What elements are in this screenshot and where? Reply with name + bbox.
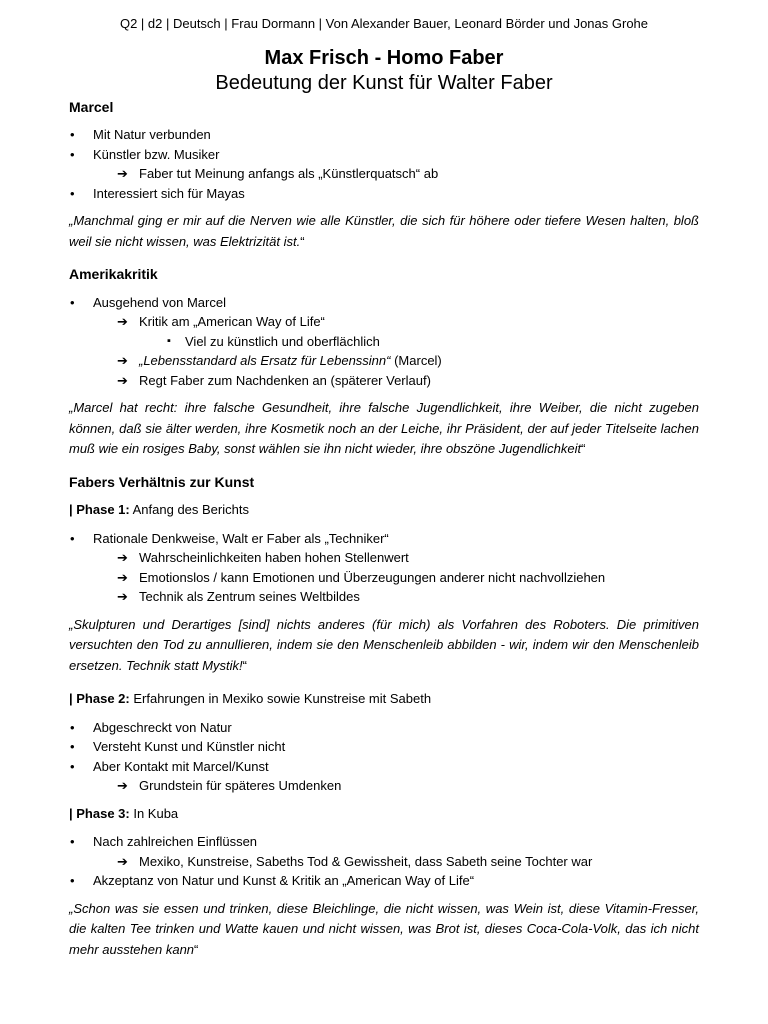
phase-label: | Phase 3:	[69, 805, 130, 821]
section-heading-amerikakritik: Amerikakritik	[69, 266, 158, 282]
quote-phase-3	[69, 899, 699, 961]
arrow-list-item	[69, 351, 699, 371]
phase-text: Anfang des Berichts	[129, 502, 249, 517]
marcel-list	[69, 125, 699, 203]
phase-label: | Phase 2:	[69, 691, 130, 706]
arrow-list-item: ➔ Mexiko, Kunstreise, Sabeths Tod & Gewissheit, dass Sabeth seine Tochter war	[69, 852, 699, 872]
quote-end: “	[300, 233, 305, 249]
quote-text: „Skulpturen und Derartiges [sind] nichts anderes (für mich) als Vorfahren des Roboters. Die primitiven versuchten den Tod zu annullieren, indem sie den Menschenleib abbilden - wir, indem wir den Menschenleib ersetzen. Technik statt Mystik!	[69, 616, 699, 673]
list-item: • Versteht Kunst und Künstler nicht	[69, 737, 699, 757]
list-item: • Aber Kontakt mit Marcel/Kunst	[69, 757, 699, 777]
arrow-list-item: ➔ Technik als Zentrum seines Weltbildes	[69, 587, 699, 607]
quote-end: “	[581, 441, 586, 456]
quote-text: „Manchmal ging er mir auf die Nerven wie alle Künstler, die sich für höhere oder tiefere Wesen halten, bloß weil sie nicht wissen, was Elektrizität ist.	[69, 213, 699, 249]
square-list-item: ▪ Viel zu künstlich und oberflächlich	[69, 332, 699, 352]
quote-text: „Schon was sie essen und trinken, diese Bleichlinge, die nicht wissen, was Wein ist, diese Vitamin-Fresser, die kalten Tee trinken und Watte kauen und nicht wissen, was Brot ist, dieses Coca-Cola-Volk, das ich nicht mehr ausstehen kann	[69, 900, 699, 957]
list-item: • Interessiert sich für Mayas	[69, 184, 699, 204]
list-item: • Akzeptanz von Natur und Kunst & Kritik an „American Way of Life“	[69, 871, 699, 891]
list-item: • Künstler bzw. Musiker	[69, 145, 699, 165]
document-subtitle: Bedeutung der Kunst für Walter Faber	[215, 71, 553, 94]
arrow-list-item: ➔ Kritik am „American Way of Life“	[69, 312, 699, 332]
arrow-list-item: ➔ Regt Faber zum Nachdenken an (späterer Verlauf)	[69, 371, 699, 391]
document-title: Max Frisch - Homo Faber	[264, 46, 504, 69]
phase-2-list	[69, 718, 699, 796]
phase-1-list	[69, 529, 699, 607]
phase-3-heading	[69, 804, 699, 824]
quote-end: “	[194, 941, 199, 957]
list-item: • Rationale Denkweise, Walt er Faber als „Techniker“	[69, 529, 699, 549]
phase-text: Erfahrungen in Mexiko sowie Kunstreise mit Sabeth	[129, 691, 432, 706]
list-item: • Abgeschreckt von Natur	[69, 718, 699, 738]
phase-1-heading	[69, 500, 699, 520]
arrow-list-item: ➔ Faber tut Meinung anfangs als „Künstlerquatsch“ ab	[69, 164, 699, 184]
quote-end: “	[242, 657, 247, 673]
section-heading-marcel: Marcel	[69, 98, 114, 115]
list-item: • Ausgehend von Marcel	[69, 293, 699, 313]
arrow-list-item: ➔ Grundstein für späteres Umdenken	[69, 776, 699, 796]
quote-amerika	[69, 398, 699, 460]
quote-text: „Marcel hat recht: ihre falsche Gesundheit, ihre falsche Jugendlichkeit, ihre Weiber, die nicht zugeben können, daß sie älter werden, ihre Kosmetik noch an der Leiche, ihr Präsident, der auf jeder Titelseite lachen muß wie ein rosiges Baby, sonst wählen sie ihn nicht wieder, ihre obszöne Jugendlichkeit	[69, 400, 699, 456]
arrow-list-item: ➔ Wahrscheinlichkeiten haben hohen Stellenwert	[69, 548, 699, 568]
quote-marcel	[69, 211, 699, 252]
quote-phase-1	[69, 615, 699, 677]
phase-text: In Kuba	[129, 805, 179, 821]
amerika-list	[69, 293, 699, 391]
section-heading-fabers: Fabers Verhältnis zur Kunst	[69, 473, 255, 490]
phase-2-heading	[69, 689, 699, 709]
list-item: • Mit Natur verbunden	[69, 125, 699, 145]
phase-3-list	[69, 832, 699, 891]
list-item: • Nach zahlreichen Einflüssen	[69, 832, 699, 852]
italic-quote: „Lebensstandard als Ersatz für Lebenssinn“	[139, 353, 391, 368]
page-header: Q2 | d2 | Deutsch | Frau Dormann | Von Alexander Bauer, Leonard Börder und Jonas Grohe	[119, 16, 649, 31]
arrow-list-item: ➔ Emotionslos / kann Emotionen und Überzeugungen anderer nicht nachvollziehen	[69, 568, 699, 588]
phase-label: | Phase 1:	[69, 502, 130, 517]
attribution: (Marcel)	[390, 353, 442, 368]
